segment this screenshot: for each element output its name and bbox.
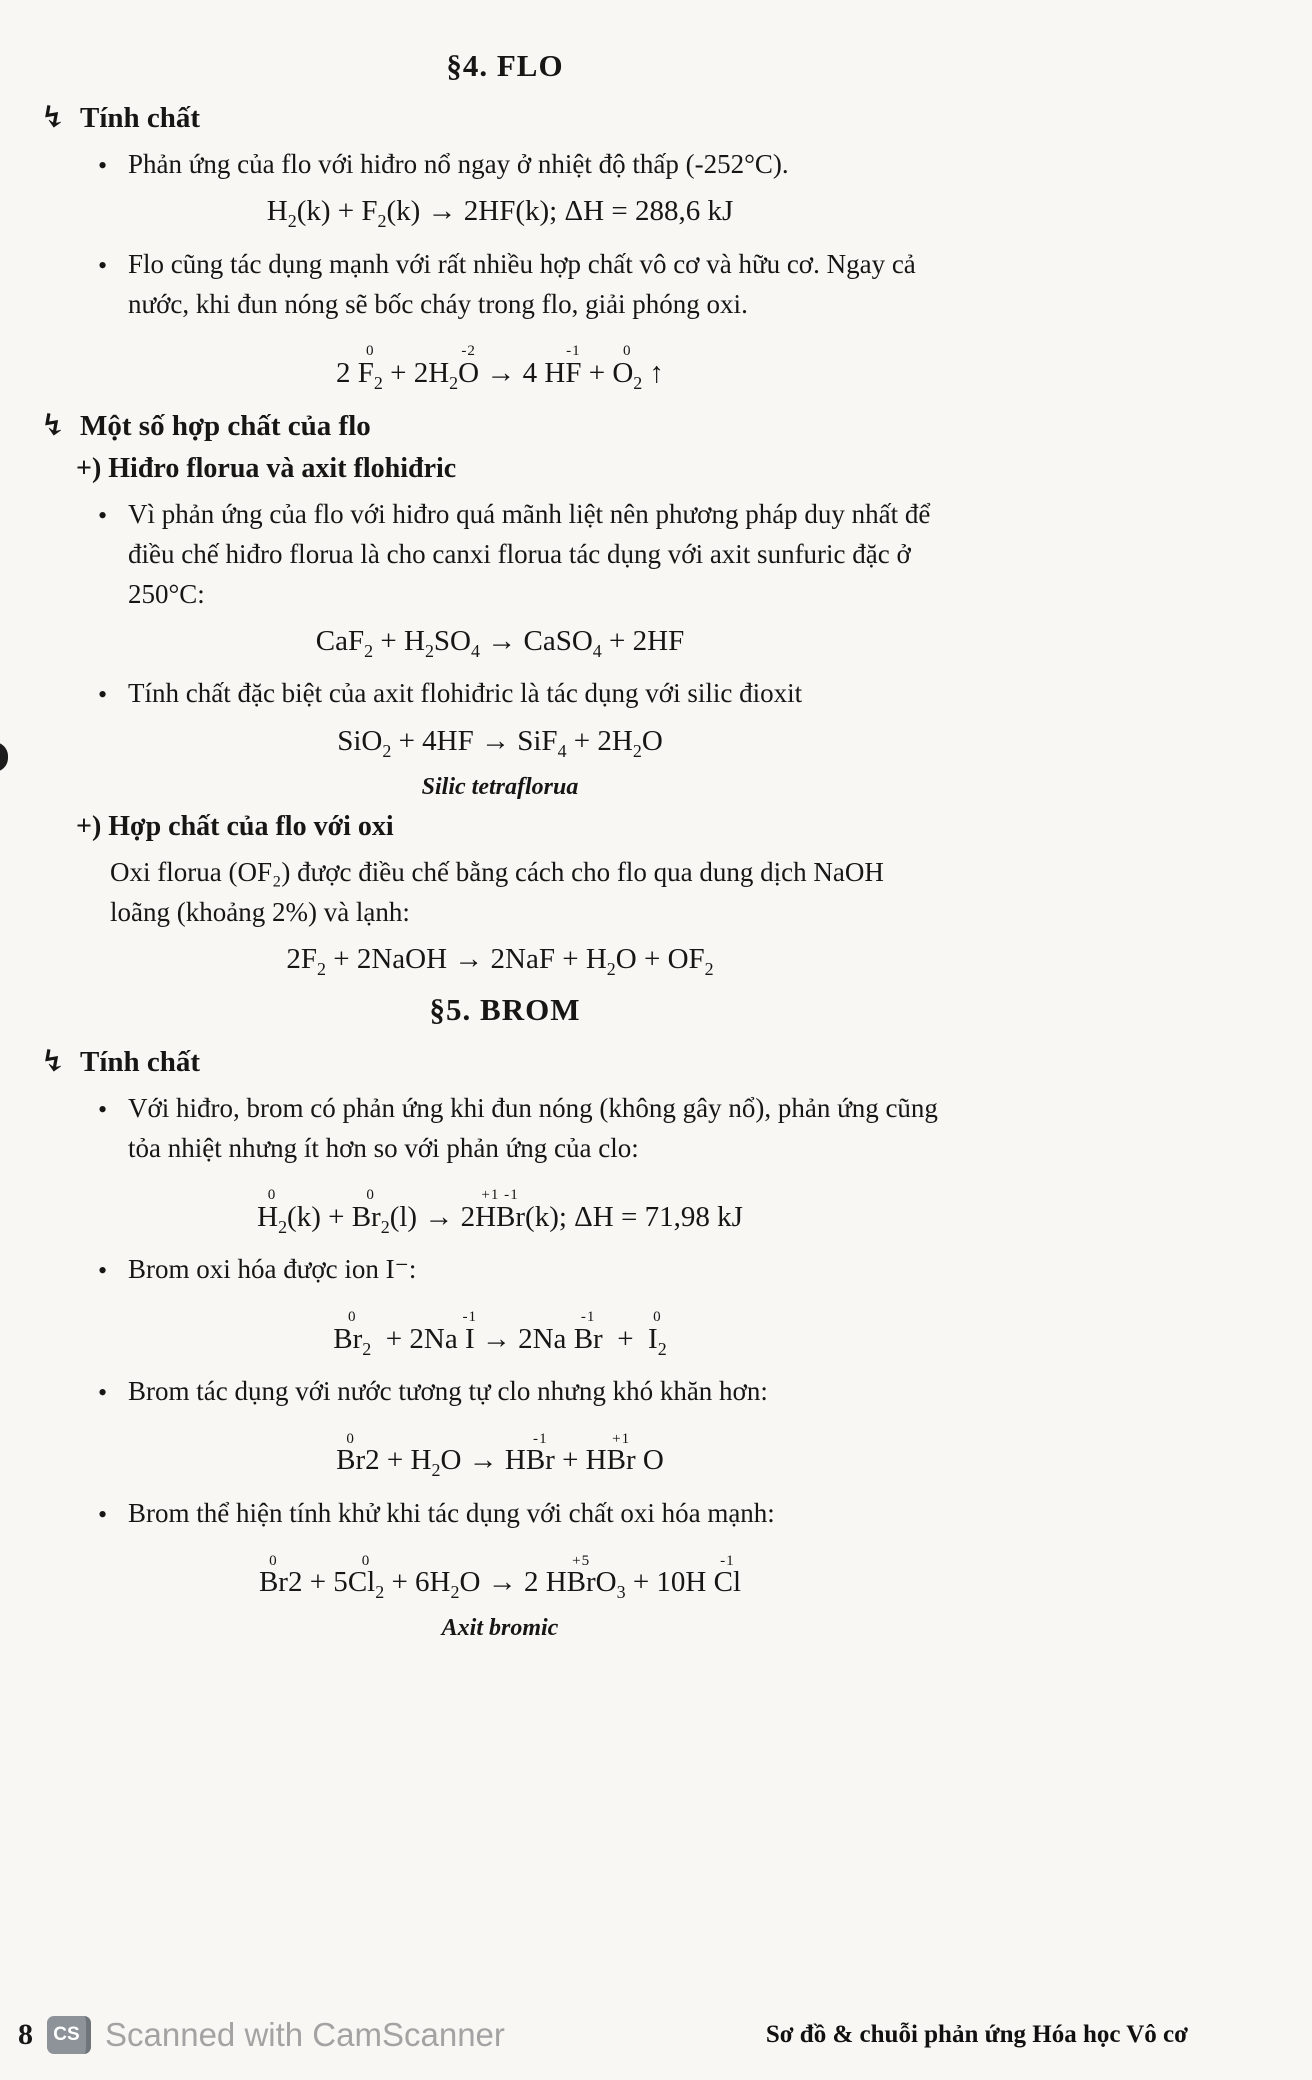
section-heading [40,100,1202,135]
oxidation-number: +5 [572,1552,591,1569]
camscanner-logo-icon [47,2016,91,2054]
equation-segment: $H_2$ [266,195,297,232]
chemical-equation [40,723,960,762]
subscript: 4 [471,640,480,661]
subscript: 2 [431,1460,441,1481]
subscript: 4 [592,640,602,661]
subscript: 2 [373,372,383,393]
chemical-equation [40,1420,960,1481]
bullet-text: Tính chất đặc biệt của axit flohiđric là tác dụng với silic đioxit [128,678,803,709]
bullet-icon: • [98,680,108,710]
equation-segment: $(k) + F_2$ [296,195,387,232]
subscript: 2 [382,740,392,761]
oxidation-number: 0 [267,1187,277,1204]
oxidation-number: -1 [566,343,581,360]
equation-segment: O [641,724,663,757]
bullet-icon: • [98,500,108,530]
subscript: 2 [380,1216,390,1237]
page-footer [18,2016,1188,2054]
subscript: 2 [632,740,642,761]
section-heading [40,408,1202,443]
footer-left [18,2016,505,2054]
section-heading [40,1044,1202,1079]
equation-segment: O [635,1444,664,1477]
oxidation-number: 0 [361,1552,371,1569]
equation-segment: + [581,356,613,389]
bullet-text: Brom thể hiện tính khử khi tác dụng với chất oxi hóa mạnh: [128,1497,775,1528]
oxidation-number: 0 [346,1430,355,1447]
subscript: 3 [616,1581,626,1602]
equation-segment: SiO$_2$ [337,724,392,761]
subscript: 2 [364,640,374,661]
oxidation-number: -2 [461,343,476,360]
oxidation-number: -1 [533,1430,548,1447]
sub-heading: +) Hiđro florua và axit flohiđric [76,452,457,484]
subscript: 4 [557,740,567,761]
equation-atom-with-oxidation: -1 Br [525,1430,555,1477]
section-marker-icon: ↯ [40,1044,66,1078]
bullet-text: Brom tác dụng với nước tương tự clo nhưng khó khăn hơn: [128,1375,768,1406]
equation-atom-with-oxidation: -1 I [462,1309,478,1355]
equation-segment: $2F_2$ [286,942,326,979]
oxidation-number: 0 [366,1187,375,1204]
equation-atom-with-oxidation: 0 $O_2$ [612,343,643,393]
equation-segment: $2 + H_2$ [365,1444,441,1481]
bullet-item [98,495,1202,615]
subscript: 2 [449,372,459,393]
bullet-item [98,1089,1202,1169]
subscript: 2 [362,1338,372,1359]
equation-atom-with-oxidation: +5 Br [566,1552,596,1599]
oxidation-number: +1 [612,1430,631,1447]
equation-segment: (k); ΔH = 71,98 kJ [525,1200,743,1233]
oxidation-number: +1 -1 [481,1187,519,1204]
bullet-icon: • [98,151,108,180]
equation-atom-with-oxidation: -1 Cl [713,1552,742,1599]
subscript: 2 [287,211,297,232]
bullet-text: Flo cũng tác dụng mạnh với rất nhiều hợp chất vô cơ và hữu cơ. Ngay cả nước, khi đun nóng sẽ bốc cháy trong flo, giải phóng oxi. [128,248,916,319]
section-marker-icon: ↯ [40,101,66,134]
chemical-equation [40,333,960,394]
oxidation-number: -1 [580,1309,596,1326]
subscript: 2 [606,958,616,979]
bullet-icon: • [98,1256,108,1286]
equation-segment: + 2HF [601,624,685,657]
equation-atom-with-oxidation: 0 $H_2$ [257,1187,288,1237]
oxidation-number: 0 [366,343,375,360]
equation-segment: ↑ [642,356,664,389]
subscript: 2 [450,1581,460,1602]
equation-segment: → 4 H [479,356,566,389]
equation-segment: + H [554,1444,607,1477]
oxidation-number: -1 [462,1309,478,1326]
oxidation-number: 0 [269,1552,278,1569]
bullet-item [98,674,1202,714]
oxidation-number: -1 [720,1552,735,1569]
equation-atom-with-oxidation: 0 $Br_2$ [333,1309,372,1359]
equation-segment: $SO_4$ [433,624,480,661]
equation-segment: O → H [440,1444,526,1477]
equation-atom-with-oxidation: 0 $Cl_2$ [347,1552,385,1602]
chemical-equation [40,1542,960,1603]
equation-atom-with-oxidation: -1 F [565,343,582,389]
equation-atom-with-oxidation: -2 O [458,343,480,389]
equation-segment: O → 2 H [459,1566,567,1599]
chemical-equation [40,623,960,662]
equation-atom-with-oxidation: 0 Br [258,1552,288,1599]
oxidation-number: 0 [347,1309,357,1326]
equation-segment: + 2NaOH → $2NaF + H_2$ [325,942,616,979]
bullet-text: Vì phản ứng của flo với hiđro quá mãnh liệt nên phương pháp duy nhất để điều chế hiđro florua là cho canxi florua tác dụng với axit sunfuric đặc ở 250°C: [128,498,931,609]
equation-atom-with-oxidation: +1 Br [606,1430,636,1477]
sub-heading: +) Hợp chất của flo với oxi [76,810,394,842]
subscript: 2 [424,640,434,661]
equation-atom-with-oxidation: 0 $I_2$ [648,1309,667,1359]
bullet-item [98,245,1202,325]
equation-segment: $O_3$ [595,1566,626,1602]
subscript: 2 [633,372,643,393]
equation-segment: CaF$_2$ [315,624,374,661]
camscanner-watermark: Scanned with CamScanner [105,2016,505,2053]
bullet-icon: • [98,1499,108,1529]
section-heading-text: Tính chất [80,1045,201,1078]
document-body [40,48,1202,1642]
equation-segment: + 4HF → SiF$_4$ [391,724,567,761]
bullet-item [98,1494,1202,1534]
equation-segment: (l) → 2 [389,1200,476,1233]
equation-segment: (k) + [287,1200,352,1233]
chemical-equation [40,1299,960,1360]
equation-caption: Axit bromic [441,1615,559,1642]
bullet-text: Với hiđro, brom có phản ứng khi đun nóng (không gây nổ), phản ứng cũng tỏa nhiệt nhưng ít hơn so với phản ứng của clo: [128,1092,938,1163]
oxidation-number: 0 [653,1309,662,1326]
equation-segment: → 2Na [474,1322,574,1355]
equation-segment: + $H_2$ [373,624,434,661]
equation-segment: $O + OF_2$ [615,942,714,979]
equation-segment: + $2H_2$ [382,356,459,393]
bullet-text: Brom oxi hóa được ion I⁻: [128,1254,417,1285]
equation-segment: → CaSO$_4$ [479,624,602,661]
bullet-item [98,1372,1202,1412]
equation-segment: 2 [335,356,358,389]
subscript: 2 [375,1581,385,1602]
equation-segment: + $6H_2$ [384,1566,460,1602]
equation-atom-with-oxidation: 0 $F_2$ [357,343,383,393]
chapter-title: §4. FLO [446,48,564,83]
page-number: 8 [18,2018,33,2051]
equation-segment: + $2H_2$ [566,724,642,761]
bullet-icon: • [98,1094,108,1124]
equation-segment: + 10H [625,1566,714,1599]
section-marker-icon: ↯ [40,408,66,442]
scan-artifact [0,742,8,772]
equation-atom-with-oxidation: -1 Br [573,1309,603,1355]
camscanner-logo-text: CS [53,2024,80,2045]
section-heading-text: Tính chất [80,102,201,134]
paragraph: Oxi florua (OF₂) được điều chế bằng cách cho flo qua dung dịch NaOH loãng (khoảng 2%) và lạnh: [110,856,884,927]
bullet-icon: • [98,1377,108,1407]
book-title: Sơ đồ & chuỗi phản ứng Hóa học Vô cơ [765,2021,1188,2048]
section-heading-text: Một số hợp chất của flo [80,409,371,442]
equation-atom-with-oxidation: +1 -1 HBr [475,1187,526,1233]
chemical-equation [40,941,960,980]
bullet-item [98,145,1202,185]
subscript: 2 [377,211,387,232]
subscript: 2 [657,1338,667,1359]
chapter-title: §5. BROM [429,991,581,1027]
chemical-equation [40,1177,960,1238]
equation-caption: Silic tetraflorua [421,773,579,800]
bullet-text: Phản ứng của flo với hiđro nổ ngay ở nhiệt độ thấp (-252°C). [128,149,789,179]
subscript: 2 [704,958,714,979]
bullet-item [98,1250,1202,1290]
equation-segment: (k) → 2HF(k); ΔH = 288,6 kJ [386,195,734,228]
equation-segment: + 2Na [371,1322,465,1355]
equation-segment: 2 + 5 [287,1566,348,1599]
bullet-icon: • [98,250,108,280]
subscript: 2 [278,1216,288,1237]
subscript: 2 [317,958,326,979]
chemical-equation [40,193,960,232]
equation-atom-with-oxidation: 0 Br [336,1430,366,1477]
equation-segment: + [602,1322,649,1355]
equation-atom-with-oxidation: 0 $Br_2$ [351,1187,390,1237]
oxidation-number: 0 [623,343,632,360]
